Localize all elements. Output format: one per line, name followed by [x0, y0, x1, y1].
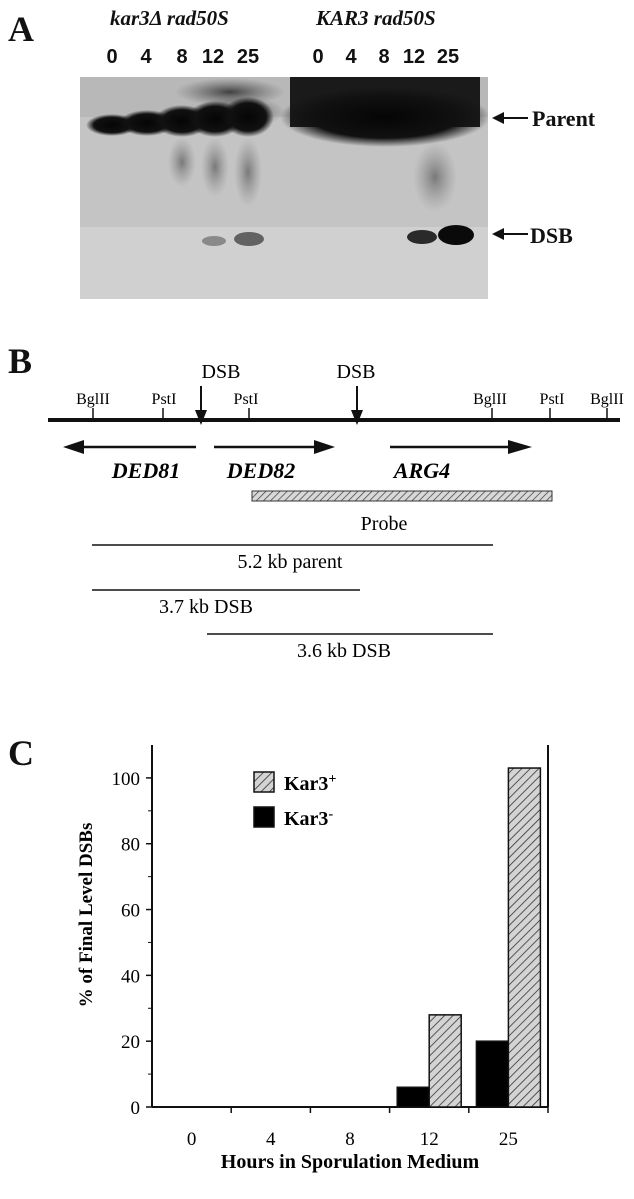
fragment-label: 3.6 kb DSB — [297, 640, 391, 662]
gene-arrow-right-icon — [508, 440, 532, 454]
panel-a-letter: A — [8, 9, 34, 49]
gene-arrow-right-icon — [314, 440, 335, 454]
gel-band-arrows — [490, 100, 530, 250]
restriction-site-label: PstI — [233, 391, 259, 408]
fragment-label: 5.2 kb parent — [237, 551, 343, 573]
gene-label: DED81 — [111, 458, 181, 483]
y-tick-label: 40 — [121, 966, 140, 988]
y-tick-label: 0 — [130, 1098, 140, 1119]
y-tick-label: 20 — [121, 1032, 140, 1054]
panel-b-letter: B — [8, 341, 33, 381]
restriction-site-label: PstI — [151, 391, 177, 408]
gel-bands — [80, 77, 488, 299]
dsb-site-label: DSB — [201, 361, 241, 383]
x-tick-label: 0 — [186, 1129, 197, 1150]
legend-swatch — [254, 772, 274, 792]
x-axis-label: Hours in Sporulation Medium — [220, 1151, 480, 1173]
lane-number: 4 — [140, 46, 152, 68]
y-axis-label: % of Final Level DSBs — [76, 822, 97, 1008]
bar-kar3-plus — [429, 1015, 461, 1107]
bar-kar3-plus — [508, 768, 540, 1107]
legend-swatch — [254, 807, 274, 827]
dsb-band-label: DSB — [530, 223, 573, 248]
legend-label: Kar3- — [284, 806, 334, 830]
arg4-locus-map — [0, 340, 634, 680]
gene-label: DED82 — [226, 458, 296, 483]
x-tick-label: 4 — [266, 1129, 276, 1150]
y-tick-label: 80 — [121, 834, 140, 856]
y-tick-label: 60 — [121, 900, 140, 922]
dsb-site-label: DSB — [336, 361, 376, 383]
lane-number: 25 — [236, 46, 260, 68]
lane-number: 12 — [402, 46, 426, 68]
legend-superscript: - — [328, 806, 334, 822]
legend-label: Kar3+ — [284, 771, 337, 795]
southern-blot-gel-image — [80, 77, 488, 299]
legend-superscript: + — [328, 771, 337, 787]
arrow-down-icon — [351, 410, 363, 425]
fragment-label: 3.7 kb DSB — [159, 596, 253, 618]
x-tick-label: 8 — [345, 1129, 355, 1150]
parent-band-label: Parent — [532, 106, 596, 131]
restriction-site-label: BglII — [590, 391, 624, 408]
probe-bar — [252, 491, 552, 501]
lane-number: 8 — [378, 46, 390, 68]
gene-arrow-left-icon — [63, 440, 84, 454]
gel-group-1-label: kar3Δ rad50S — [110, 6, 229, 30]
arrow-head-icon — [492, 112, 504, 124]
restriction-site-label: BglII — [76, 391, 110, 408]
lane-number: 0 — [312, 46, 324, 68]
lane-number: 12 — [201, 46, 225, 68]
bar-kar3-minus — [397, 1087, 429, 1107]
lane-number: 0 — [106, 46, 118, 68]
x-tick-label: 12 — [419, 1129, 439, 1150]
restriction-site-label: BglII — [473, 391, 507, 408]
restriction-site-label: PstI — [539, 391, 565, 408]
probe-label: Probe — [360, 513, 408, 535]
x-tick-label: 25 — [498, 1129, 518, 1150]
lane-number: 8 — [176, 46, 188, 68]
arrow-head-icon — [492, 228, 504, 240]
lane-number: 4 — [345, 46, 357, 68]
dsb-bar-chart — [0, 720, 634, 1199]
gel-group-2-label: KAR3 rad50S — [316, 6, 436, 30]
gene-label: ARG4 — [393, 458, 451, 483]
y-tick-label: 100 — [111, 768, 140, 790]
panel-c-letter: C — [8, 733, 34, 773]
arrow-down-icon — [195, 410, 207, 425]
lane-number: 25 — [436, 46, 460, 68]
bar-kar3-minus — [476, 1041, 508, 1107]
